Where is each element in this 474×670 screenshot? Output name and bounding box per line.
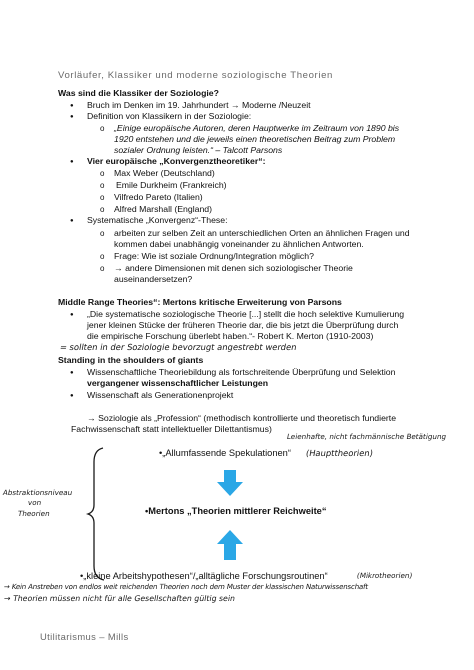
theorist-item: Vilfredo Pareto (Italien): [114, 192, 203, 202]
handwritten-note-profession: Leienhafte, nicht fachmännische Betätigung: [286, 432, 447, 441]
bullet-konvergenztheoretiker: Vier europäische „Konvergenztheoretiker“:: [87, 156, 266, 166]
thesis-line-1: arbeiten zur selben Zeit an unterschiedlichen Orten an ähnlichen Fragen und: [114, 228, 410, 238]
handwritten-side-note-line-2: von: [27, 498, 43, 507]
thesis-line-2: kommen dabei unabhängig voneinander zu ähnlichen Antworten.: [114, 239, 364, 249]
curly-brace-icon: [88, 448, 104, 580]
thesis-question: Frage: Wie ist soziale Ordnung/Integration möglich?: [114, 251, 314, 261]
thesis-dimensions-line-1: → andere Dimensionen mit denen sich soziologischer Theorie: [114, 263, 353, 273]
bullet-bruch: Bruch im Denken im 19. Jahrhundert → Moderne /Neuzeit: [87, 100, 311, 110]
page-footer-title: Utilitarismus – Mills: [40, 631, 129, 642]
theorist-item: Emile Durkheim (Frankreich): [116, 180, 227, 190]
bullet-definition: Definition von Klassikern in der Soziologie:: [87, 111, 252, 121]
merton-quote-line-3: die empirische Forschung überlebt haben.“- Robert K. Merton (1910-2003): [87, 331, 374, 341]
quote-line-2: 1920 entstehen und die jeweils einen theoretischen Beitrag zum Problem: [114, 134, 396, 144]
arrow-down-icon: [217, 470, 243, 496]
theorist-item: Alfred Marshall (England): [114, 204, 213, 214]
handwritten-side-note-line-3: Theorien: [17, 509, 51, 518]
middle-range-heading: Middle Range Theories“: Mertons kritische Erweiterung von Parsons: [58, 297, 342, 307]
handwritten-note-bottom-1: → Kein Anstreben von endlos weit reichenden Theorien noch dem Muster der klassischen Naturwissenschaft: [3, 582, 369, 591]
handwritten-side-note-line-1: Abstraktionsniveau: [2, 488, 74, 497]
thesis-dimensions-line-2: auseinandersetzen?: [114, 274, 193, 284]
arrow-up-icon: [217, 530, 243, 560]
handwritten-note-mikrotheorien: (Mikrotheorien): [356, 571, 414, 580]
handwritten-note-haupttheorien: (Haupttheorien): [305, 448, 374, 458]
merton-quote-line-1: „Die systematische soziologische Theorie [...] stellt die hoch selektive Kumulierung: [87, 309, 405, 319]
merton-quote-line-2: jener kleinen Stücke der früheren Theorie dar, die bis jetzt die Überprüfung durch: [87, 320, 399, 330]
handwritten-note-bottom-2: → Theorien müssen nicht für alle Gesellschaften gültig sein: [3, 594, 236, 603]
profession-line-2: Fachwissenschaft statt intellektueller Dilettantismus): [71, 424, 272, 434]
profession-line-1: → Soziologie als „Profession“ (methodisch kontrollierte und theoretisch fundierte: [87, 413, 397, 423]
quote-line-1: „Einige europäische Autoren, deren Hauptwerke im Zeitraum von 1890 bis: [114, 123, 400, 133]
klassiker-heading: Was sind die Klassiker der Soziologie?: [58, 88, 219, 98]
theorist-item: Max Weber (Deutschland): [114, 168, 215, 178]
shoulders-heading: Standing in the shoulders of giants: [58, 355, 204, 365]
quote-line-3: sozialer Ordnung leisten.“ – Talcott Parsons: [114, 145, 283, 155]
diagram-middle-label: •Mertons „Theorien mittlerer Reichweite“: [145, 506, 327, 516]
shoulders-bullet-1-line-2: vergangener wissenschaftlicher Leistungen: [87, 378, 269, 388]
bullet-konvergenz-these: Systematische „Konvergenz“-These:: [87, 215, 228, 225]
shoulders-bullet-2: Wissenschaft als Generationenprojekt: [87, 390, 234, 400]
diagram-bottom-label: •„kleine Arbeitshypothesen“/„alltägliche Forschungsroutinen“: [80, 571, 328, 581]
diagram-top-label: •„Allumfassende Spekulationen“: [159, 448, 291, 458]
handwritten-note-merton: = sollten in der Soziologie bevorzugt angestrebt werden: [59, 342, 298, 352]
shoulders-bullet-1-line-1: Wissenschaftliche Theoriebildung als fortschreitende Überprüfung und Selektion: [87, 367, 396, 377]
page-header-title: Vorläufer, Klassiker und moderne soziologische Theorien: [58, 70, 333, 81]
